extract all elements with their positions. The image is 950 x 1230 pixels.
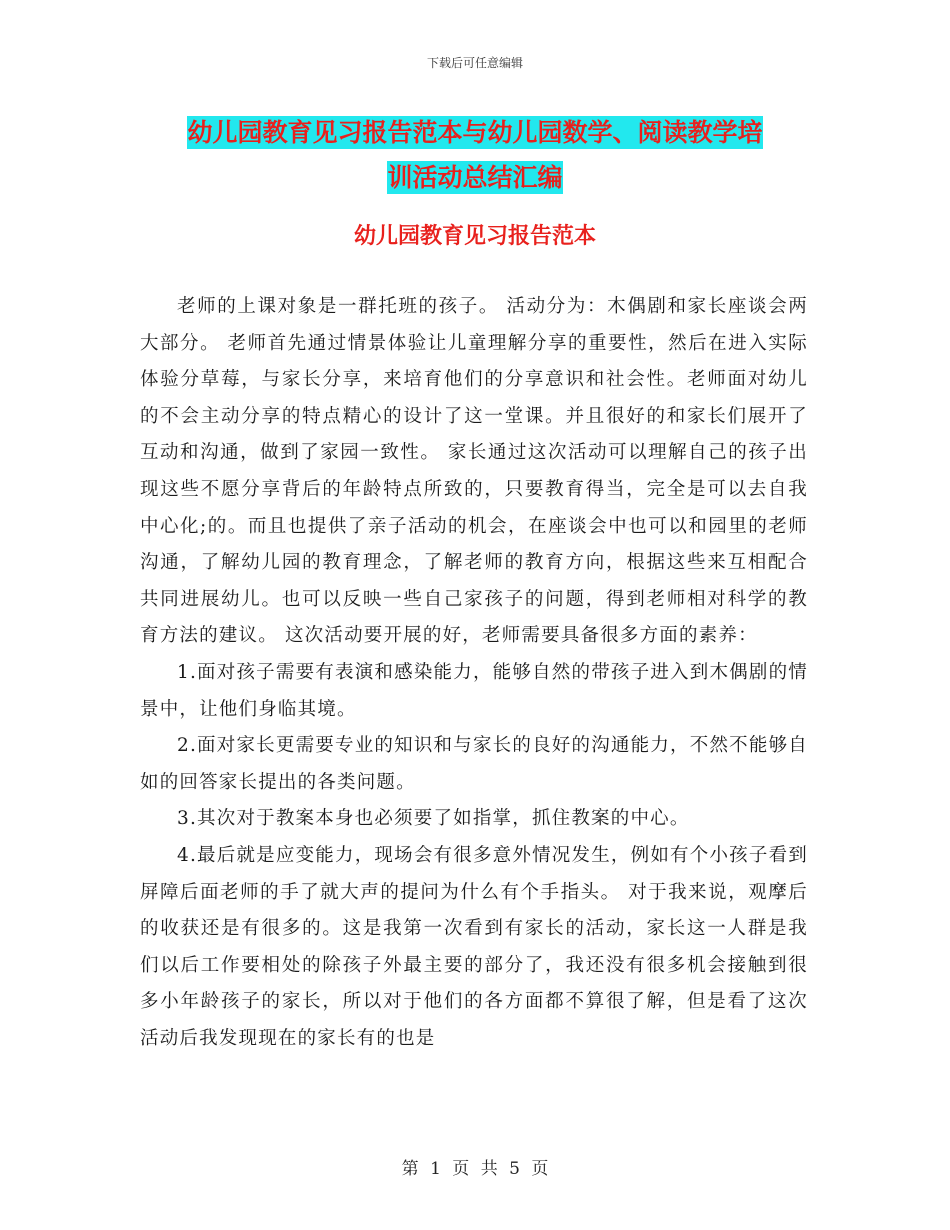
document-title-line-2: 训活动总结汇编	[387, 163, 563, 192]
list-item-3: 3.其次对于教案本身也必须要了如指掌，抓住教案的中心。	[177, 808, 690, 830]
section-title: 幼儿园教育见习报告范本	[353, 224, 596, 249]
list-item-1: 1.面对孩子需要有表演和感染能力，能够自然的带孩子进入到木偶剧的情景中，让他们身临其境。	[140, 661, 808, 720]
document-title	[140, 110, 810, 200]
header-note: 下载后可任意编辑	[426, 56, 523, 70]
list-item-4: 4.最后就是应变能力，现场会有很多意外情况发生，例如有个小孩子看到屏障后面老师的手了就大声的提问为什么有个手指头。 对于我来说，观摩后的收获还是有很多的。这是我第一次看到有家长的活动，家长这一人群是我们以后工作要相处的除孩子外最主要的部分了，我还没有很多机会接触到很多小年龄孩子的家长，所以对于他们的各方面都不算很了解，但是看了这次活动后我发现现在的家长有的也是	[140, 844, 808, 1049]
list-item-2: 2.面对家长更需要专业的知识和与家长的良好的沟通能力，不然不能够自如的回答家长提出的各类问题。	[140, 735, 808, 793]
document-body	[140, 289, 808, 1057]
body-paragraph: 老师的上课对象是一群托班的孩子。 活动分为：木偶剧和家长座谈会两大部分。 老师首先通过情景体验让儿童理解分享的重要性，然后在进入实际体验分草莓，与家长分享，来培育他们的分享意识和社会性。老师面对幼儿的不会主动分享的特点精心的设计了这一堂课。并且很好的和家长们展开了互动和沟通，做到了家园一致性。 家长通过这次活动可以理解自己的孩子出现这些不愿分享背后的年龄特点所致的，只要教育得当，完全是可以去自我中心化;的。而且也提供了亲子活动的机会，在座谈会中也可以和园里的老师沟通，了解幼儿园的教育理念，了解老师的教育方向，根据这些来互相配合共同进展幼儿。也可以反映一些自己家孩子的问题，得到老师相对科学的教育方法的建议。 这次活动要开展的好，老师需要具备很多方面的素养：	[140, 296, 808, 647]
page-footer: 第 1 页 共 5 页	[401, 1159, 549, 1179]
document-title-line-1: 幼儿园教育见习报告范本与幼儿园数学、阅读教学培	[187, 118, 763, 147]
